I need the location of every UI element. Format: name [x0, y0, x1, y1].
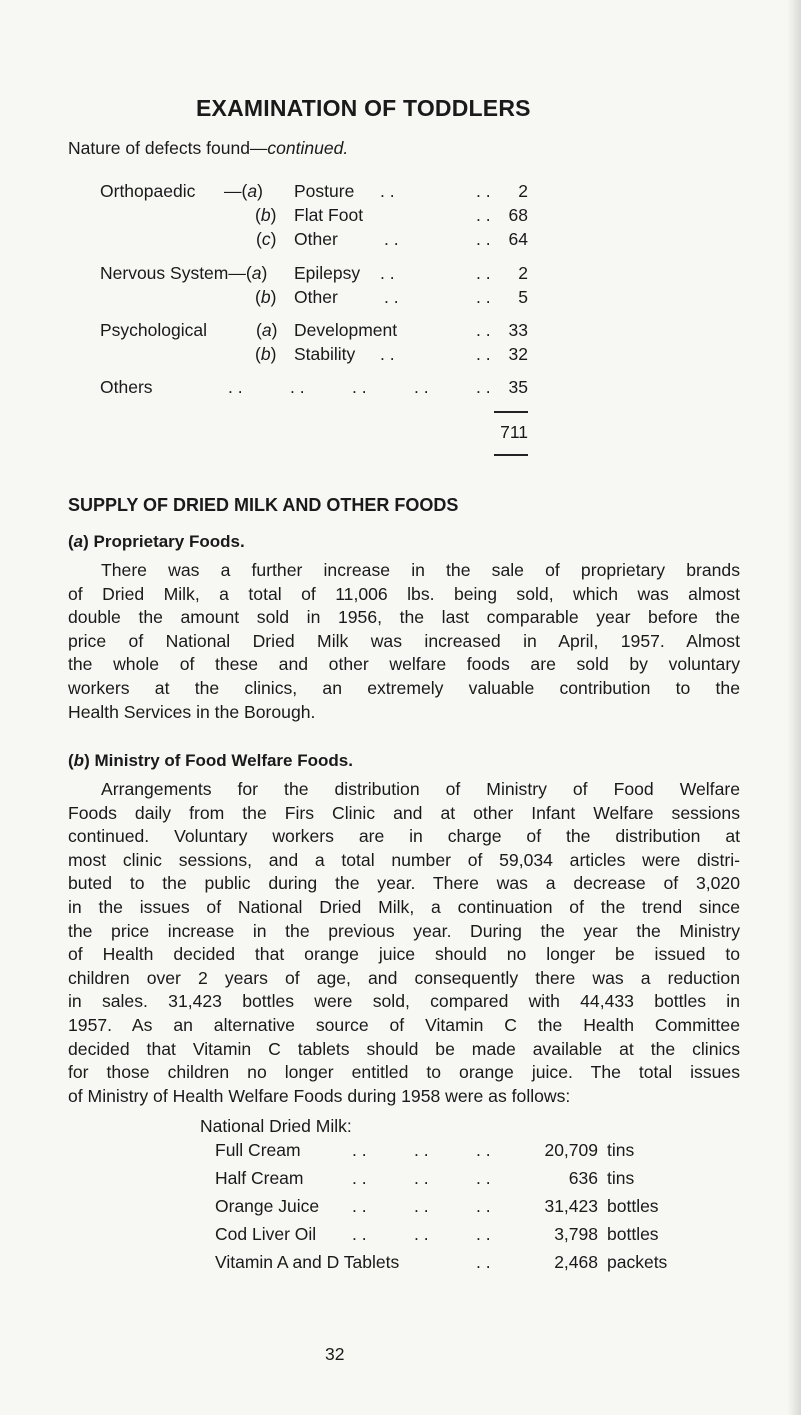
- issue-amount: 20,709: [544, 1140, 598, 1160]
- issue-unit: bottles: [607, 1224, 659, 1244]
- marker-suffix: ): [261, 263, 268, 283]
- leader-dots: . .: [476, 205, 491, 225]
- page-number: 32: [325, 1344, 345, 1364]
- issue-unit: bottles: [607, 1196, 659, 1216]
- paragraph-line: in the issues of National Dried Milk, a continuation of the trend since: [68, 896, 740, 917]
- issue-amount: 3,798: [554, 1224, 598, 1244]
- paragraph-line: buted to the public during the year. There was a decrease of 3,020: [68, 873, 740, 894]
- psychological-a-name: Development: [294, 320, 398, 340]
- paragraph-line: in sales. 31,423 bottles were sold, compared with 44,433 bottles in: [68, 991, 740, 1012]
- paragraph-line: of Ministry of Health Welfare Foods during 1958 were as follows:: [68, 1085, 571, 1106]
- paragraph-line: workers at the clinics, an extremely valuable contribution to the: [68, 677, 740, 698]
- marker-prefix: —(: [224, 181, 248, 201]
- marker-prefix: (: [68, 751, 74, 770]
- leader-dots: . .: [414, 377, 429, 397]
- leader-dots: . .: [476, 263, 491, 283]
- paragraph-line: the whole of these and other welfare foods are sold by voluntary: [68, 654, 740, 675]
- marker-letter: b: [260, 287, 271, 307]
- paragraph-line: decided that Vitamin C tablets should be made available at the clinics: [68, 1038, 740, 1059]
- paragraph-line: the price increase in the previous year. During the year the Ministry: [68, 920, 740, 941]
- paragraph-line: Health Services in the Borough.: [68, 701, 316, 722]
- leader-dots: . .: [414, 1140, 429, 1160]
- leader-dots: . .: [476, 181, 491, 201]
- marker-suffix: ): [83, 532, 89, 551]
- paragraph-line: price of National Dried Milk was increased in April, 1957. Almost: [68, 630, 740, 651]
- nervous-a-name: Epilepsy: [294, 263, 361, 283]
- psychological-label: Psychological: [100, 320, 207, 340]
- marker-suffix: ): [257, 181, 263, 201]
- leader-dots: . .: [476, 287, 491, 307]
- total-rule-top: [494, 411, 528, 413]
- nervous-b-marker: [255, 287, 276, 308]
- leader-dots: . .: [476, 1196, 491, 1216]
- orthopaedic-a-name: Posture: [294, 181, 355, 201]
- total-rule-bottom: [494, 454, 528, 456]
- marker-suffix: ): [84, 751, 90, 770]
- defects-intro-text: Nature of defects found—: [68, 138, 268, 158]
- leader-dots: . .: [290, 377, 305, 397]
- marker-suffix: ): [270, 205, 277, 225]
- marker-letter: c: [261, 229, 271, 249]
- nervous-b-value: 5: [518, 287, 528, 307]
- section-a-title: Proprietary Foods.: [93, 532, 245, 551]
- nervous-label: [100, 263, 267, 284]
- leader-dots: . .: [380, 344, 395, 364]
- page-edge-shadow: [787, 0, 801, 1415]
- issue-amount: 2,468: [554, 1252, 598, 1272]
- issue-name: Half Cream: [215, 1168, 304, 1188]
- leader-dots: . .: [352, 1224, 367, 1244]
- leader-dots: . .: [384, 287, 399, 307]
- supply-heading: SUPPLY OF DRIED MILK AND OTHER FOODS: [68, 495, 459, 515]
- leader-dots: . .: [476, 377, 491, 397]
- leader-dots: . .: [352, 1196, 367, 1216]
- issue-name: Orange Juice: [215, 1196, 320, 1216]
- issues-group-label: National Dried Milk:: [200, 1116, 352, 1136]
- marker-letter: b: [260, 205, 271, 225]
- page-title: EXAMINATION OF TODDLERS: [196, 95, 531, 121]
- defects-total: 711: [500, 422, 528, 442]
- defects-intro: [68, 138, 348, 159]
- marker-suffix: ): [271, 320, 278, 340]
- section-b-heading: [68, 751, 353, 771]
- marker-letter: b: [260, 344, 271, 364]
- issue-unit: tins: [607, 1140, 635, 1160]
- psychological-b-value: 32: [508, 344, 528, 364]
- leader-dots: . .: [380, 181, 395, 201]
- paragraph-line: double the amount sold in 1956, the last comparable year before the: [68, 607, 740, 628]
- marker-suffix: ): [270, 344, 277, 364]
- section-b-title: Ministry of Food Welfare Foods.: [94, 751, 353, 770]
- paragraph-line: of Health decided that orange juice should no longer be issued to: [68, 944, 740, 965]
- marker-suffix: ): [270, 229, 277, 249]
- marker-letter: b: [73, 751, 85, 770]
- marker-prefix: (: [68, 532, 74, 551]
- others-label: Others: [100, 377, 153, 397]
- issue-amount: 636: [568, 1168, 598, 1188]
- psychological-b-marker: [255, 344, 276, 365]
- leader-dots: . .: [384, 229, 399, 249]
- leader-dots: . .: [414, 1196, 429, 1216]
- psychological-b-name: Stability: [294, 344, 356, 364]
- leader-dots: . .: [476, 1168, 491, 1188]
- paragraph-line: children over 2 years of age, and consequently there was a reduction: [68, 967, 740, 988]
- section-b-paragraph: [68, 778, 740, 1108]
- orthopaedic-b-marker: [255, 205, 276, 226]
- leader-dots: . .: [476, 320, 491, 340]
- marker-prefix: (: [255, 287, 261, 307]
- marker-prefix: (: [255, 344, 261, 364]
- issue-name: Full Cream: [215, 1140, 301, 1160]
- paragraph-line: Arrangements for the distribution of Ministry of Food Welfare: [101, 779, 740, 799]
- nervous-b-name: Other: [294, 287, 338, 307]
- leader-dots: . .: [352, 1140, 367, 1160]
- issue-unit: tins: [607, 1168, 635, 1188]
- paragraph-line: of Dried Milk, a total of 11,006 lbs. being sold, which was almost: [68, 583, 740, 604]
- leader-dots: . .: [476, 1140, 491, 1160]
- issue-name: Cod Liver Oil: [215, 1224, 317, 1244]
- leader-dots: . .: [228, 377, 243, 397]
- leader-dots: . .: [352, 1168, 367, 1188]
- marker-letter: a: [73, 532, 84, 551]
- marker-letter: a: [247, 181, 258, 201]
- paragraph-line: Foods daily from the Firs Clinic and at other Infant Welfare sessions: [68, 802, 740, 823]
- orthopaedic-a-value: 2: [518, 181, 528, 201]
- paragraph-line: for those children no longer entitled to orange juice. The total issues: [68, 1062, 740, 1083]
- section-a-heading: [68, 532, 245, 552]
- section-a-paragraph: [68, 559, 740, 724]
- marker-prefix: (: [256, 320, 262, 340]
- paragraph-line: continued. Voluntary workers are in charge of the distribution at: [68, 826, 740, 847]
- leader-dots: . .: [380, 263, 395, 283]
- paragraph-line: most clinic sessions, and a total number of 59,034 articles were distri-: [68, 849, 740, 870]
- orthopaedic-c-marker: [256, 229, 276, 250]
- leader-dots: . .: [414, 1168, 429, 1188]
- issue-name: Vitamin A and D Tablets: [215, 1252, 400, 1272]
- psychological-a-value: 33: [508, 320, 528, 340]
- orthopaedic-b-name: Flat Foot: [294, 205, 364, 225]
- orthopaedic-label: Orthopaedic: [100, 181, 196, 201]
- defects-intro-italic: continued.: [267, 138, 349, 158]
- nervous-a-value: 2: [518, 263, 528, 283]
- orthopaedic-a-marker: [224, 181, 263, 202]
- orthopaedic-c-value: 64: [508, 229, 528, 249]
- leader-dots: . .: [476, 1224, 491, 1244]
- leader-dots: . .: [476, 229, 491, 249]
- leader-dots: . .: [476, 344, 491, 364]
- orthopaedic-b-value: 68: [508, 205, 528, 225]
- nervous-label-text: Nervous System—(: [100, 263, 252, 283]
- marker-prefix: (: [256, 229, 262, 249]
- psychological-a-marker: [256, 320, 277, 341]
- marker-suffix: ): [270, 287, 277, 307]
- marker-letter: a: [261, 320, 272, 340]
- leader-dots: . .: [414, 1224, 429, 1244]
- paragraph-line: There was a further increase in the sale of proprietary brands: [101, 560, 740, 580]
- leader-dots: . .: [476, 1252, 491, 1272]
- issue-unit: packets: [607, 1252, 668, 1272]
- issue-amount: 31,423: [544, 1196, 598, 1216]
- marker-prefix: (: [255, 205, 261, 225]
- leader-dots: . .: [352, 377, 367, 397]
- others-value: 35: [508, 377, 528, 397]
- paragraph-line: 1957. As an alternative source of Vitamin C the Health Committee: [68, 1014, 740, 1035]
- marker-letter: a: [251, 263, 262, 283]
- orthopaedic-c-name: Other: [294, 229, 338, 249]
